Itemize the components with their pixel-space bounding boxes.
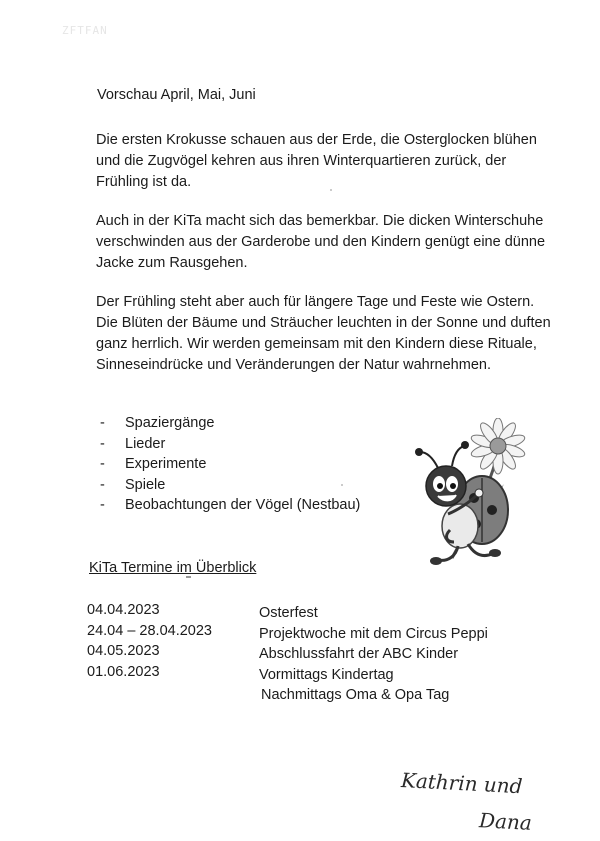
date-item: 04.05.2023 — [87, 643, 160, 659]
list-item: - Spaziergänge — [100, 415, 215, 431]
event-item: Nachmittags Oma & Opa Tag — [261, 687, 450, 703]
list-item: - Experimente — [100, 456, 207, 472]
list-item: - Lieder — [100, 435, 166, 452]
event-column — [259, 603, 488, 706]
event-item: Osterfest — [259, 605, 318, 621]
activity-list — [100, 413, 360, 516]
scan-mark — [186, 576, 191, 578]
list-item: - Spiele — [100, 476, 166, 493]
event-item: Abschlussfahrt der ABC Kinder — [259, 646, 459, 662]
page-title: Vorschau April, Mai, Juni — [97, 87, 256, 103]
date-column — [87, 600, 212, 682]
ladybug-with-flower-icon — [408, 418, 538, 570]
event-item: Projektwoche mit dem Circus Peppi — [259, 625, 488, 642]
list-item: - Beobachtungen der Vögel (Nestbau) — [100, 497, 361, 513]
paragraph-easter-rituals: Der Frühling steht aber auch für längere Tage und Feste wie Ostern. Die Blüten der Bäume und Sträucher leuchten in der Sonne und duften ganz herrlich. Wir werden gemeinsam mit den Kindern diese Rituale, Sinneseindrücke und Veränderungen der Natur wahrnehmen. — [96, 294, 551, 373]
section-title-kita-dates: KiTa Termine im Überblick — [89, 560, 257, 576]
paragraph-kita-spring: Auch in der KiTa macht sich das bemerkbar. Die dicken Winterschuhe verschwinden aus der Garderobe und den Kindern genügt eine dünne Jacke zum Rausgehen. — [96, 213, 546, 271]
paragraph-spring-intro: Die ersten Krokusse schauen aus der Erde, die Osterglocken blühen und die Zugvögel kehren aus ihren Winterquartieren zurück, der Frühling ist da. — [96, 132, 537, 190]
date-item: 24.04 – 28.04.2023 — [87, 622, 212, 639]
handwritten-signature — [398, 762, 534, 841]
signature-line: Kathrin und — [400, 767, 524, 799]
date-item: 01.06.2023 — [87, 663, 160, 680]
faint-stamp: ZFTFAN — [62, 24, 108, 37]
date-item: 04.04.2023 — [87, 602, 160, 618]
signature-line: Dana — [478, 808, 533, 835]
event-item: Vormittags Kindertag — [259, 666, 394, 683]
